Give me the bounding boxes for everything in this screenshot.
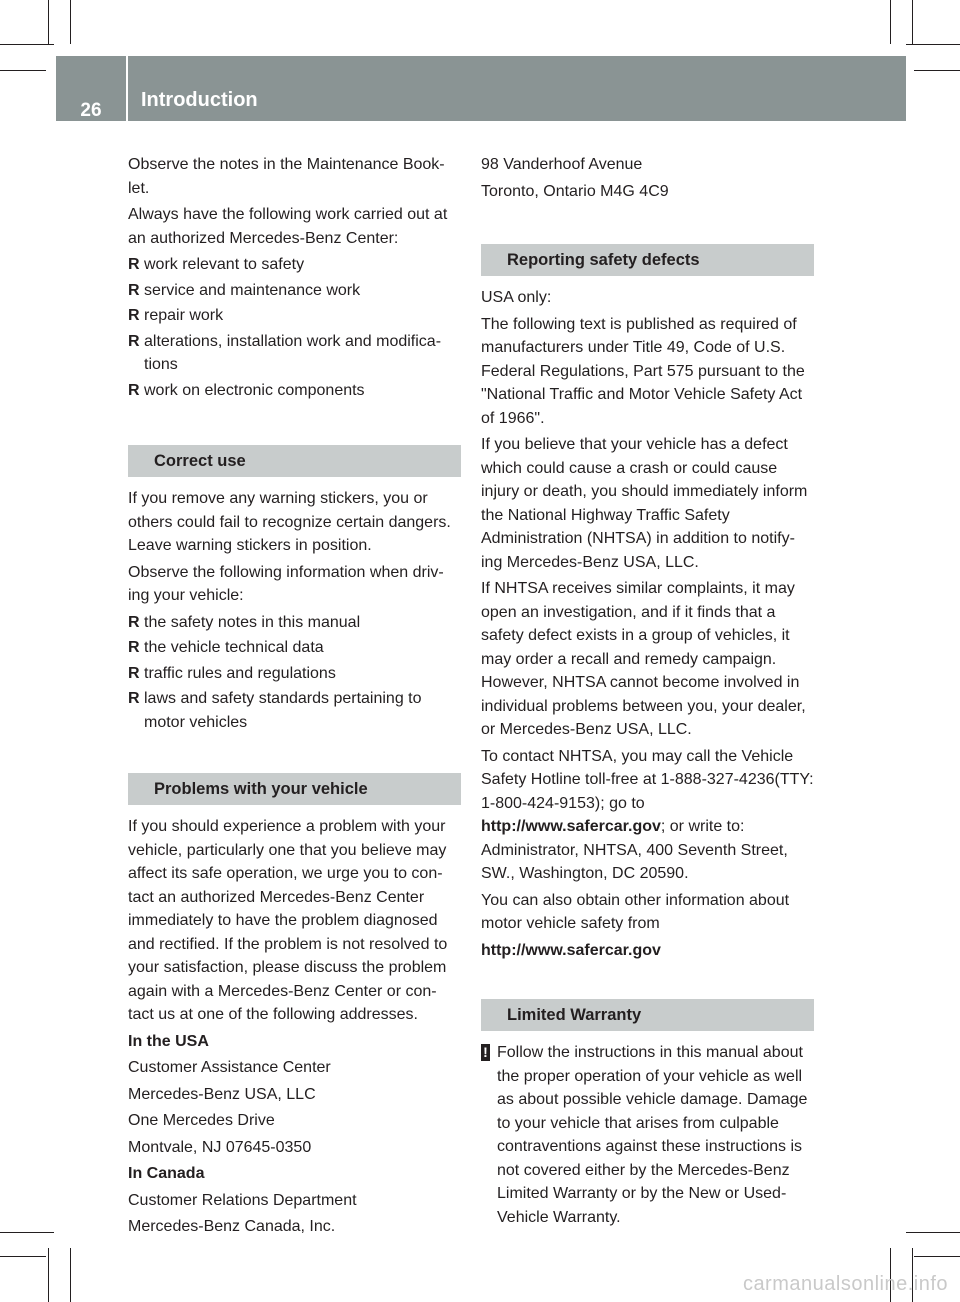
left-column xyxy=(128,153,461,1242)
crop-mark xyxy=(912,0,913,44)
paragraph: You can also obtain other information about motor vehicle safety from xyxy=(481,891,790,932)
bullet-list xyxy=(128,611,461,735)
address-line: One Mercedes Drive xyxy=(128,1112,275,1129)
list-item: R alterations, installation work and modifica-tions xyxy=(128,330,461,377)
bullet-icon: R xyxy=(128,613,140,631)
paragraph: USA only: xyxy=(481,289,552,306)
heading-reporting: Reporting safety defects xyxy=(481,244,814,276)
list-item: R repair work xyxy=(128,304,461,328)
list-item: R traffic rules and regulations xyxy=(128,662,461,686)
address-line: 98 Vanderhoof Avenue xyxy=(481,156,643,173)
crop-mark xyxy=(70,1248,71,1302)
address-line: Customer Relations Department xyxy=(128,1191,357,1209)
address-label-usa: In the USA xyxy=(128,1032,209,1050)
warning-icon: ! xyxy=(481,1044,490,1061)
bullet-icon: R xyxy=(128,381,140,399)
address-label-canada: In Canada xyxy=(128,1165,205,1182)
address-line: Montvale, NJ 07645-0350 xyxy=(128,1138,312,1156)
page-number: 26 xyxy=(80,100,102,121)
crop-mark xyxy=(70,0,71,44)
address-line: Toronto, Ontario M4G 4C9 xyxy=(481,182,669,200)
crop-mark xyxy=(0,70,46,71)
paragraph: If you remove any warning stickers, you or others could fail to recognize certain dangers. Leave warning stickers in position. xyxy=(128,490,451,554)
crop-mark xyxy=(0,1232,54,1233)
paragraph: If you believe that your vehicle has a defect which could cause a crash or could cause injury or death, you should immediately inform the National Highway Traffic Safety Administration (NHTSA) in addition to notify-ing Mercedes-Benz USA, LLC. xyxy=(481,436,808,571)
address-line: Customer Assistance Center xyxy=(128,1059,331,1076)
bullet-icon: R xyxy=(128,639,140,656)
bullet-icon: R xyxy=(128,281,140,299)
list-item: R work on electronic components xyxy=(128,379,461,403)
paragraph: If NHTSA receives similar complaints, it may open an investigation, and if it finds that a safety defect exists in a group of vehicles, it may order a recall and remedy campaign. However, NHTSA cannot become involved in individual problems between you, your dealer, or Mercedes-Benz USA, LLC. xyxy=(481,580,806,738)
heading-problems: Problems with your vehicle xyxy=(128,773,461,805)
watermark: carmanualsonline.info xyxy=(742,1273,948,1295)
list-item: R the vehicle technical data xyxy=(128,636,461,660)
bullet-list xyxy=(128,253,461,402)
crop-mark xyxy=(914,1256,960,1257)
list-item: R work relevant to safety xyxy=(128,253,461,277)
warning-note xyxy=(481,1041,814,1229)
right-column xyxy=(481,153,814,1229)
bullet-icon: R xyxy=(128,664,140,682)
section-title: Introduction xyxy=(141,89,258,111)
crop-mark xyxy=(0,44,54,45)
list-item: R service and maintenance work xyxy=(128,279,461,303)
safercar-link[interactable]: http://www.safercar.gov xyxy=(481,818,661,835)
bullet-icon: R xyxy=(128,256,140,273)
paragraph: Always have the following work carried out at an authorized Mercedes-Benz Center: xyxy=(128,206,448,247)
crop-mark xyxy=(914,70,960,71)
paragraph: If you should experience a problem with your vehicle, particularly one that you believe may affect its safe operation, we urge you to con-tact an authorized Mercedes-Benz Center immediately to have the problem diagnosed and rectified. If the problem is not resolved to your satisfaction, please discuss the problem again with a Mercedes-Benz Center or con-tact us at one of the following addresses. xyxy=(128,818,448,1023)
safercar-link[interactable]: http://www.safercar.gov xyxy=(481,941,661,959)
crop-mark xyxy=(0,1256,46,1257)
heading-warranty: Limited Warranty xyxy=(481,999,814,1031)
warning-text: Follow the instructions in this manual about the proper operation of your vehicle as well as about possible vehicle damage. Damage to your vehicle that arises from culpable contraventions against these instructions is not covered either by the Mercedes-Benz Limited Warranty or by the New or Used-Vehicle Warranty. xyxy=(497,1044,808,1226)
header-divider xyxy=(126,56,128,121)
paragraph-contact: To contact NHTSA, you may call the Vehicle Safety Hotline toll-free at 1-888-327-4236(TTY: 1-800-424-9153); go to http://www.safercar.gov; or write to: Administrator, NHTSA, 400 Seventh Street, SW., Washington, DC 20590. xyxy=(481,747,814,882)
bullet-icon: R xyxy=(128,332,140,350)
paragraph: Observe the following information when driv-ing your vehicle: xyxy=(128,563,444,604)
crop-mark xyxy=(48,1248,49,1302)
crop-mark xyxy=(906,44,960,45)
address-line: Mercedes-Benz Canada, Inc. xyxy=(128,1218,336,1235)
bullet-icon: R xyxy=(128,690,140,707)
list-item: R the safety notes in this manual xyxy=(128,611,461,635)
address-line: Mercedes-Benz USA, LLC xyxy=(128,1085,316,1103)
paragraph: The following text is published as required of manufacturers under Title 49, Code of U.S. Federal Regulations, Part 575 pursuant to the "National Traffic and Motor Vehicle Safety Act of 1966". xyxy=(481,315,805,427)
heading-correct-use: Correct use xyxy=(128,445,461,477)
list-item: R laws and safety standards pertaining to motor vehicles xyxy=(128,687,461,734)
paragraph: Observe the notes in the Maintenance Book-let. xyxy=(128,156,445,197)
crop-mark xyxy=(906,1232,960,1233)
crop-mark xyxy=(48,0,49,44)
bullet-icon: R xyxy=(128,307,140,324)
crop-mark xyxy=(890,0,891,44)
